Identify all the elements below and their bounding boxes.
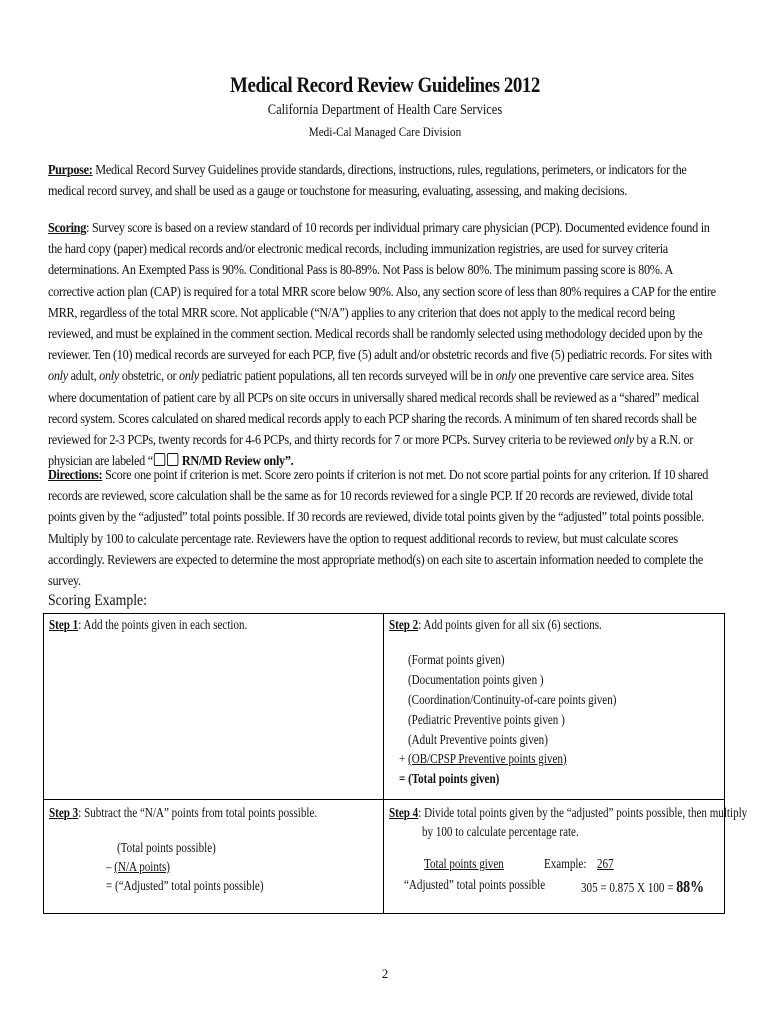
only-emphasis: only bbox=[495, 369, 516, 385]
only-emphasis: only bbox=[613, 433, 634, 449]
step2-item: (OB/CPSP Preventive points given) bbox=[408, 751, 567, 766]
na-points: (N/A points) bbox=[114, 859, 170, 874]
adjusted-total-points: = (“Adjusted” total points possible) bbox=[106, 878, 264, 893]
step2-item: (Coordination/Continuity-of-care points given) bbox=[408, 692, 617, 707]
scoring-example-table bbox=[43, 613, 748, 914]
scoring-example-title: Scoring Example: bbox=[48, 592, 147, 609]
step4-cell bbox=[384, 800, 748, 914]
step4-label: Step 4 bbox=[389, 805, 419, 820]
step4-text: : Divide total points given by the “adjusted” points possible, then multiply bbox=[418, 805, 748, 820]
scoring-text: by a R.N. or physician are labeled “ bbox=[48, 433, 694, 470]
step1-label: Step 1 bbox=[49, 617, 79, 632]
directions-paragraph bbox=[48, 465, 720, 592]
step1-heading bbox=[49, 617, 247, 633]
step2-heading bbox=[389, 617, 602, 633]
example-label: Example: bbox=[544, 856, 587, 871]
step4-heading bbox=[389, 805, 747, 821]
step3-heading bbox=[49, 805, 317, 821]
scoring-text: one preventive care service area. Sites where documentation of patient care by all PCPs on site occurs in universally shared medical records shall be reviewed as a “shared” medical record system. Scores calculated on shared medical records apply to each PCP sharing the records. A minimum of ten shared records shall be reviewed for 2-3 PCPs, twenty records for 4-6 PCPs, and thirty records for 7 or more PCPs. Survey criteria to be reviewed bbox=[48, 369, 700, 449]
fraction-numerator: Total points given bbox=[424, 856, 504, 871]
total-points-possible: (Total points possible) bbox=[117, 840, 216, 855]
minus-sign: – bbox=[106, 859, 115, 874]
step4-text-continued: by 100 to calculate percentage rate. bbox=[422, 824, 579, 839]
only-emphasis: only bbox=[179, 369, 199, 385]
purpose-label: Purpose: bbox=[48, 163, 93, 178]
scoring-label: Scoring bbox=[48, 221, 87, 236]
page-number: 2 bbox=[381, 966, 389, 981]
purpose-paragraph bbox=[48, 160, 720, 202]
step2-cell bbox=[384, 614, 725, 800]
step3-label: Step 3 bbox=[49, 805, 79, 820]
scoring-paragraph bbox=[48, 218, 720, 472]
scoring-text: : Survey score is based on a review standard of 10 records per individual primary care physician (PCP). Documented evidence found in the hard copy (paper) medical records and/or electronic medical records, including immunization registries, are used for survey criteria determinations. An Exempted Pass is 90%. Conditional Pass is 80-89%. Not Pass is below 80%. The minimum passing score is 80%. A corrective action plan (CAP) is required for a total MRR score below 90%. Also, any section score of less than 80% requires a CAP for the entire MRR, regardless of the total MRR score. Not applicable (“N/A”) applies to any criterion that does not apply to the medical record being reviewed, and must be explained in the comment section. Medical records shall be randomly selected using methodology decided upon by the reviewer. Ten (10) medical records are surveyed for each PCP, five (5) adult and/or obstetric records and five (5) pediatric records. For sites with bbox=[48, 221, 716, 364]
directions-text: Score one point if criterion is met. Score zero points if criterion is not met. Do not score partial points for any criterion. If 10 shared records are reviewed, score calculation shall be the same as for 10 records reviewed for a single PCP. If 20 records are reviewed, divide total points given by the “adjusted” total points possible. If 30 records are reviewed, divide total points given by the “adjusted” total points possible. Multiply by 100 to calculate percentage rate. Reviewers have the option to request additional records to review, but must calculate scores accordingly. Reviewers are expected to determine the most appropriate method(s) on each site to ascertain information needed to complete the survey. bbox=[48, 468, 709, 590]
department-subtitle: California Department of Health Care Services bbox=[267, 102, 503, 118]
scoring-text: pediatric patient populations, all ten records surveyed will be in bbox=[198, 369, 496, 385]
example-result: 88% bbox=[676, 877, 705, 896]
example-calc-text: 305 = 0.875 X 100 = bbox=[581, 880, 674, 895]
document-title: Medical Record Review Guidelines 2012 bbox=[230, 72, 540, 97]
na-points-line bbox=[106, 859, 170, 875]
step2-item: (Format points given) bbox=[408, 652, 505, 667]
step2-item: (Documentation points given ) bbox=[408, 672, 544, 687]
division-subtitle: Medi-Cal Managed Care Division bbox=[308, 124, 462, 139]
example-calculation bbox=[581, 877, 704, 897]
step3-text: : Subtract the “N/A” points from total points possible. bbox=[78, 805, 318, 820]
rn-md-review-label: RN/MD Review only”. bbox=[179, 454, 294, 470]
step2-last-item bbox=[399, 751, 567, 767]
step2-text: : Add points given for all six (6) sections. bbox=[418, 617, 602, 632]
step2-total: = (Total points given) bbox=[399, 771, 500, 786]
step2-item: (Adult Preventive points given) bbox=[408, 732, 548, 747]
plus-sign: + bbox=[399, 751, 409, 766]
directions-label: Directions: bbox=[48, 468, 103, 483]
example-numerator: 267 bbox=[597, 856, 614, 871]
only-emphasis: only bbox=[48, 369, 68, 385]
step3-cell bbox=[44, 800, 384, 914]
scoring-text: adult, bbox=[67, 369, 100, 385]
step1-cell bbox=[44, 614, 384, 800]
purpose-text: Medical Record Survey Guidelines provide standards, directions, instructions, rules, regulations, perimeters, or indicators for the medical record survey, and shall be used as a gauge or touchstone for measuring, evaluating, assessing, and making decisions. bbox=[48, 163, 687, 200]
fraction-denominator: “Adjusted” total points possible bbox=[404, 877, 546, 892]
step1-text: : Add the points given in each section. bbox=[78, 617, 248, 632]
only-emphasis: only bbox=[99, 369, 119, 385]
scoring-text: obstetric, or bbox=[118, 369, 180, 385]
step2-label: Step 2 bbox=[389, 617, 419, 632]
step2-item: (Pediatric Preventive points given ) bbox=[408, 712, 565, 727]
